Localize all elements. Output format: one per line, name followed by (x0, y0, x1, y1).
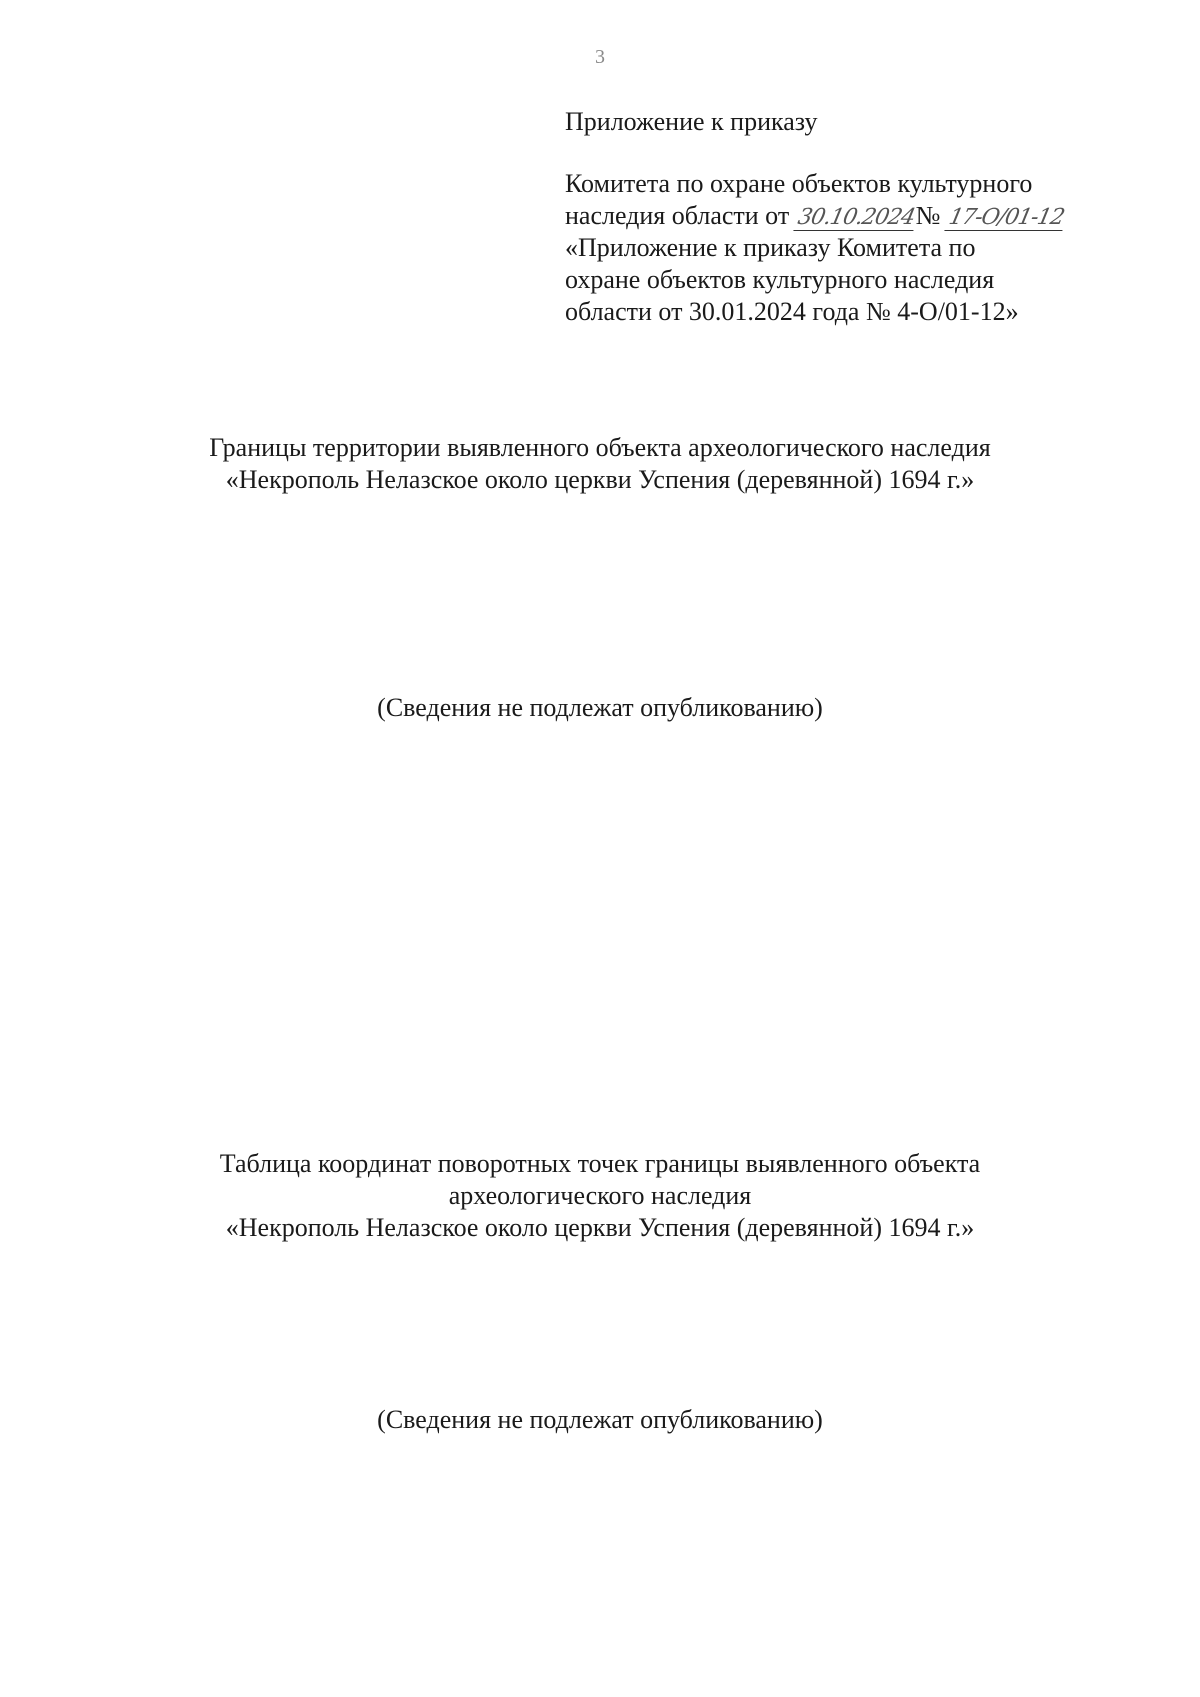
page-number: 3 (595, 46, 605, 68)
title-line: археологического наследия (448, 1181, 752, 1210)
title-line: Границы территории выявленного объекта археологического наследия (209, 433, 991, 462)
appendix-title: Приложение к приказу (565, 107, 818, 136)
handwritten-date: 30.10.2024 (793, 206, 918, 231)
section-title-boundaries (0, 432, 1200, 496)
title-line: «Некрополь Нелазское около церкви Успения (деревянной) 1694 г.» (225, 1213, 975, 1242)
appendix-line: охране объектов культурного наследия (565, 265, 995, 294)
handwritten-order-number: 17-О/01-12 (944, 206, 1068, 231)
order-prefix: наследия области от (565, 201, 790, 230)
number-sign: № (915, 201, 941, 230)
appendix-header (565, 106, 1125, 328)
order-date-line (565, 200, 1125, 232)
appendix-line: области от 30.01.2024 года № 4-О/01-12» (565, 297, 1019, 326)
appendix-line: «Приложение к приказу Комитета по (565, 233, 976, 262)
confidential-notice: (Сведения не подлежат опубликованию) (377, 1405, 823, 1434)
appendix-line: Комитета по охране объектов культурного (565, 169, 1033, 198)
section-title-coordinates-table (0, 1148, 1200, 1244)
title-line: Таблица координат поворотных точек границы выявленного объекта (219, 1149, 981, 1178)
confidential-notice: (Сведения не подлежат опубликованию) (377, 693, 823, 722)
title-line: «Некрополь Нелазское около церкви Успения (деревянной) 1694 г.» (225, 465, 975, 494)
